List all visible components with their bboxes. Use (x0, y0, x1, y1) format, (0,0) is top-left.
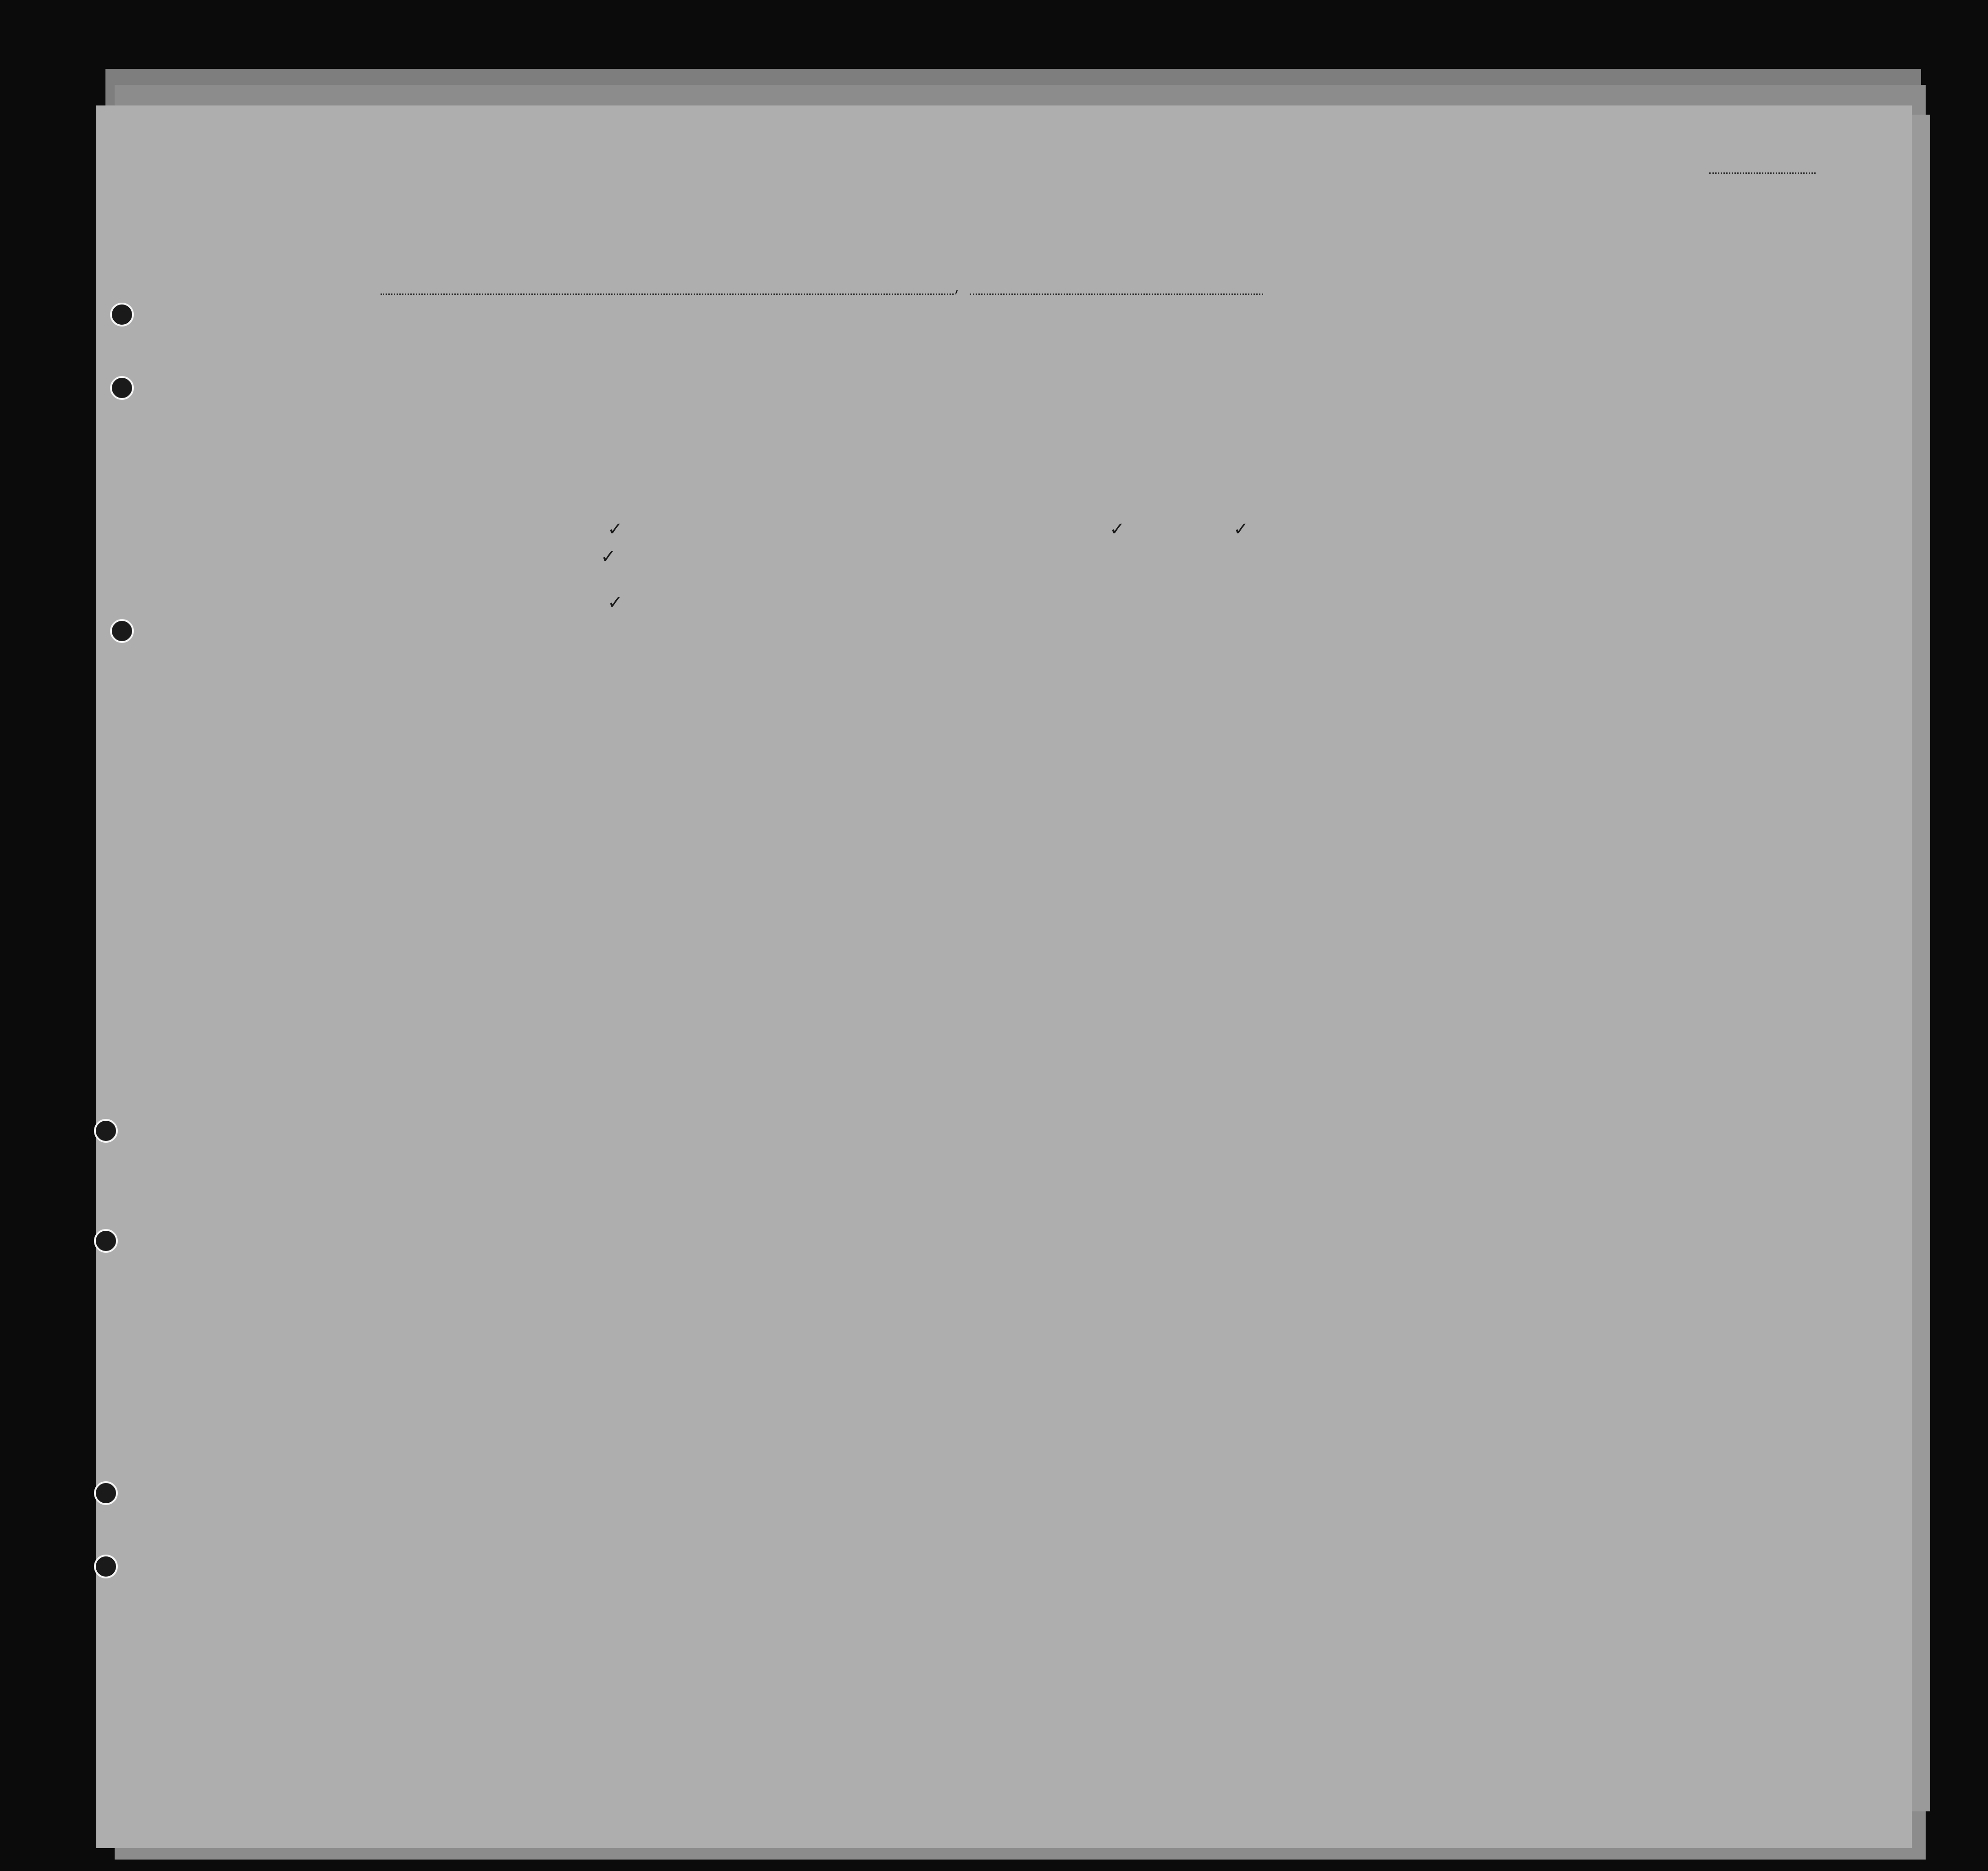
punch-hole-1 (110, 303, 134, 327)
check-mark: ✓ (1233, 519, 1249, 539)
punch-hole-3 (110, 619, 134, 643)
check-mark: ✓ (607, 519, 623, 539)
punch-hole-7 (94, 1555, 118, 1578)
check-mark: ✓ (607, 592, 623, 613)
check-mark: ✓ (1110, 519, 1125, 539)
punch-hole-6 (94, 1481, 118, 1505)
punch-hole-5 (94, 1229, 118, 1253)
punch-hole-2 (110, 376, 134, 400)
date-line (970, 293, 1263, 295)
check-mark: ✓ (601, 546, 616, 567)
punch-hole-4 (94, 1119, 118, 1143)
list-number-line (1709, 172, 1816, 174)
manifest-page: , ✓ ✓ ✓ ✓ ✓ (96, 105, 1912, 1848)
port-line (381, 293, 954, 295)
